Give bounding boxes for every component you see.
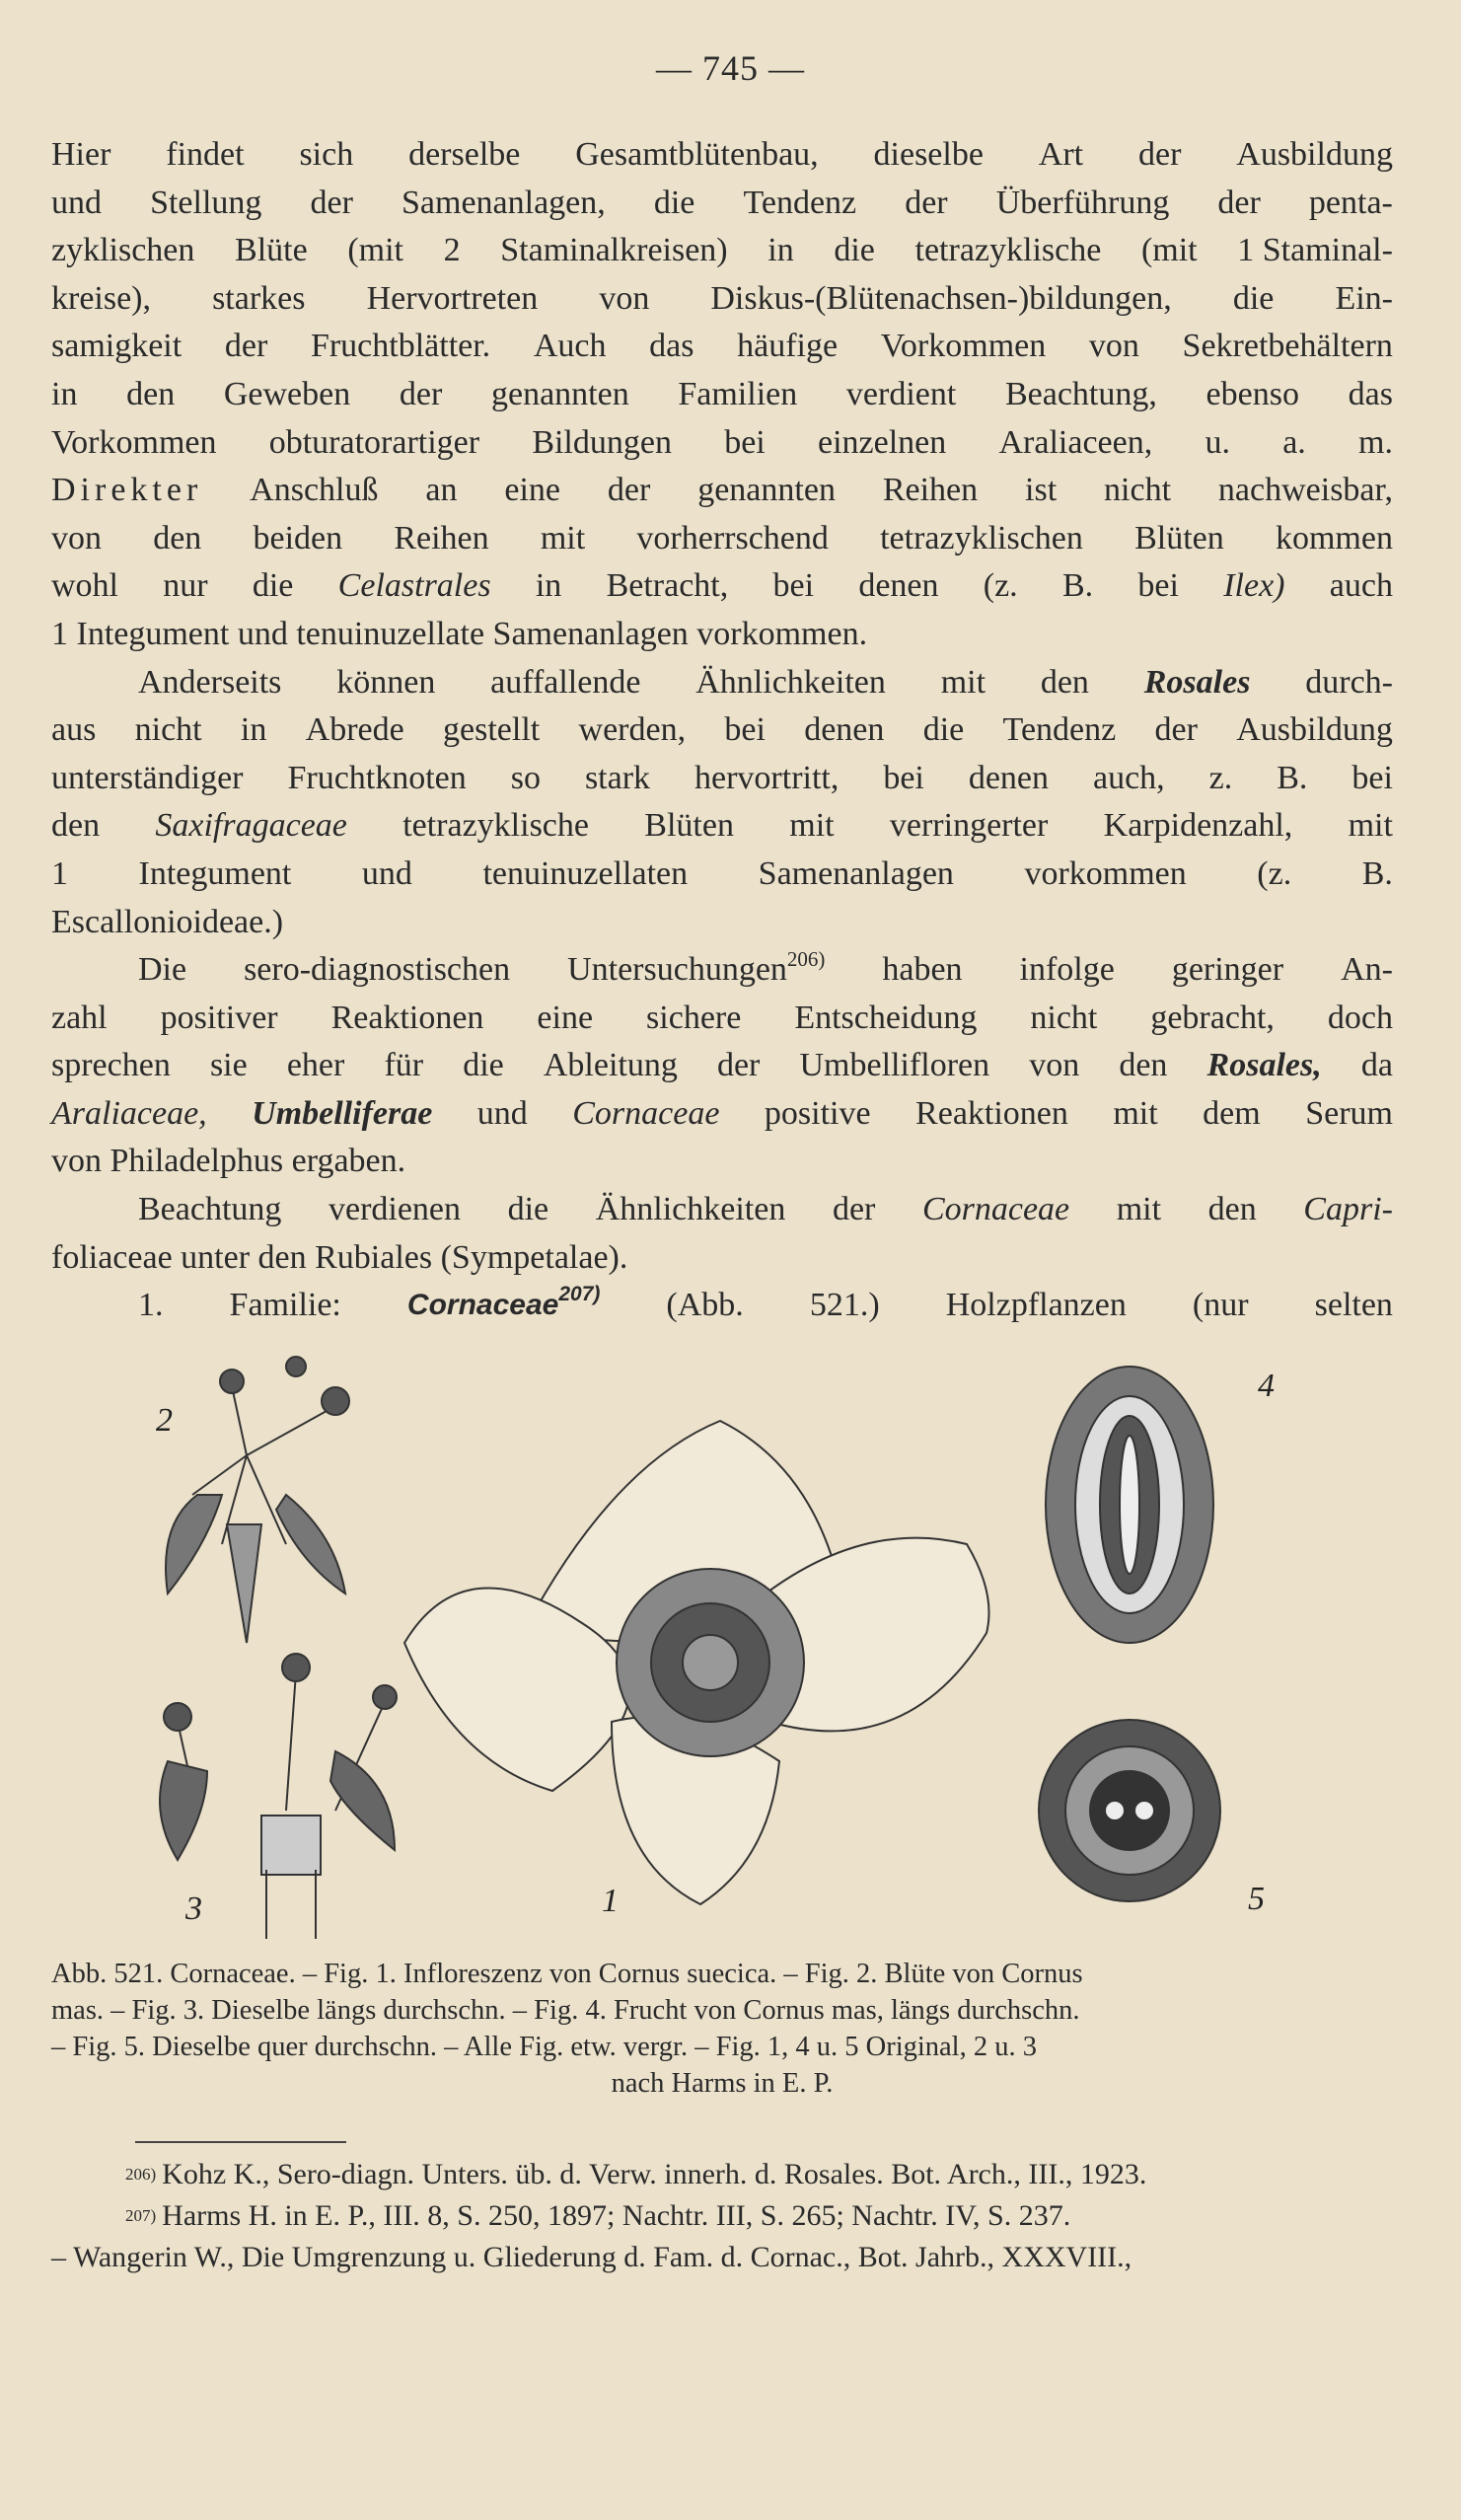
text-line (51, 562, 1393, 611)
word: penta- (1308, 184, 1393, 221)
text-line (51, 1042, 1393, 1090)
word: kommen (1275, 519, 1393, 556)
word: verdienen (328, 1191, 462, 1228)
fig5-fruit-cross-section-drawing (1039, 1720, 1220, 1901)
fig2-flower-drawing (166, 1357, 349, 1643)
word: doch (1327, 999, 1393, 1036)
word: die (1232, 279, 1275, 317)
word: Serum (1305, 1094, 1393, 1132)
word: An- (1341, 951, 1393, 989)
word: tenuinuzellaten (482, 854, 689, 892)
word: und (51, 184, 102, 221)
caption-line: – Fig. 5. Dieselbe quer durchschn. – Alle Fig. etw. vergr. – Fig. 1, 4 u. 5 Original, 2 u. 3 (51, 2032, 1037, 2062)
word: Die (138, 951, 187, 989)
word: die (834, 232, 875, 269)
caption-line: mas. – Fig. 3. Dieselbe längs durchschn. – Fig. 4. Frucht von Cornus mas, längs durchschn. (51, 1995, 1080, 2026)
word: sero-diagnostischen (244, 951, 511, 989)
word: 1 Staminal- (1237, 232, 1393, 269)
word: der (716, 1047, 761, 1084)
word: Ähnlichkeiten (695, 663, 886, 701)
word: von (1029, 1047, 1080, 1084)
word: Ilex) (1223, 567, 1285, 605)
text-line (51, 275, 1393, 324)
word: Cornaceae (921, 1191, 1070, 1228)
word: Entscheidung (794, 999, 978, 1036)
word: zahl (51, 999, 108, 1036)
word: Holzpflanzen (945, 1287, 1127, 1324)
word: da (1360, 1047, 1393, 1084)
text-line (51, 467, 1393, 515)
word: Hier (51, 136, 111, 173)
footnote-number: 207) (125, 2206, 157, 2225)
word: (Abb. (666, 1287, 744, 1324)
word: können (336, 663, 436, 701)
word: die (922, 711, 965, 749)
footnote-206 (51, 2154, 1393, 2195)
word: starkes (212, 279, 306, 317)
word: Reaktionen (330, 999, 484, 1036)
word: werden, (578, 711, 687, 749)
text-line (51, 659, 1393, 707)
word: a. (1282, 423, 1306, 461)
word: mit (1348, 807, 1393, 845)
word: den (1040, 663, 1089, 701)
text-line (51, 180, 1393, 228)
word: eher (286, 1047, 345, 1084)
word: aus (51, 711, 97, 749)
word: von (1088, 328, 1139, 365)
text-line (51, 706, 1393, 755)
word: tetrazyklischen (880, 519, 1083, 556)
word: mit (1116, 1191, 1162, 1228)
word: die (252, 567, 294, 605)
word: bei (724, 423, 766, 461)
word: Umbelliferae (252, 1094, 433, 1132)
fig-label-3: 3 (185, 1890, 202, 1927)
word: dieselbe (873, 136, 984, 173)
word: das (1348, 375, 1393, 412)
footnotes (51, 2154, 1393, 2278)
word: zyklischen (51, 232, 195, 269)
fig-label-5: 5 (1248, 1881, 1265, 1917)
word: der (1137, 136, 1182, 173)
word: Umbellifloren (799, 1047, 990, 1084)
page-number: — 745 — (656, 48, 805, 88)
word: in (535, 567, 562, 605)
word: verdient (845, 375, 957, 412)
word: Integument (138, 854, 292, 892)
word: Anderseits (138, 663, 282, 701)
word: Hervortreten (366, 279, 539, 317)
word: Sekretbehältern (1182, 328, 1393, 365)
word: für (384, 1047, 424, 1084)
word: nicht (134, 711, 202, 749)
word: Anschluß (250, 472, 379, 509)
caption-line: Abb. 521. Cornaceae. – Fig. 1. Infloreszenz von Cornus suecica. – Fig. 2. Blüte von Cornus (51, 1959, 1083, 1989)
word: Ausbildung (1236, 711, 1393, 749)
word: Geweben (223, 375, 351, 412)
text-line (51, 946, 1393, 995)
word: gestellt (443, 711, 541, 749)
word: auffallende (490, 663, 641, 701)
word: der (310, 184, 353, 221)
fig1-inflorescence-drawing (404, 1421, 989, 1904)
word: hervortritt, (694, 759, 840, 796)
word: Ähnlichkeiten (595, 1191, 786, 1228)
word: Cornaceae (572, 1094, 720, 1132)
word: nicht (1104, 472, 1172, 509)
word: sich (299, 136, 354, 173)
word: vorherrschend (636, 519, 829, 556)
word: bei (883, 759, 924, 796)
text-line (51, 899, 1393, 947)
text-line (51, 802, 1393, 851)
word: Celastrales (337, 567, 491, 605)
word: mit (540, 519, 586, 556)
word: verringerter (889, 807, 1049, 845)
word: Staminalkreisen) (500, 232, 728, 269)
word: ebenso (1205, 375, 1299, 412)
text-line (51, 515, 1393, 563)
word: den (153, 519, 202, 556)
text-line (51, 1090, 1393, 1139)
word: Samenanlagen, (402, 184, 606, 221)
word: Araliaceae, (51, 1094, 207, 1132)
word: nur (163, 567, 208, 605)
word: sie (209, 1047, 248, 1084)
word: Capri- (1303, 1191, 1393, 1228)
word: sichere (646, 999, 742, 1036)
word: (z. (1257, 854, 1292, 892)
word: mit (940, 663, 986, 701)
word: in (51, 375, 78, 412)
word: dem (1203, 1094, 1261, 1132)
word: (nur (1192, 1287, 1249, 1324)
text-line (51, 131, 1393, 180)
word: samigkeit (51, 328, 183, 365)
fig-label-2: 2 (156, 1402, 173, 1439)
word: geringer (1171, 951, 1284, 989)
word: denen (858, 567, 939, 605)
word: (mit (1140, 232, 1198, 269)
word: gebracht, (1150, 999, 1275, 1036)
word: das (649, 328, 694, 365)
word: m. (1358, 423, 1393, 461)
word: in (240, 711, 267, 749)
word: den (51, 807, 101, 845)
word: die (653, 184, 695, 221)
word: findet (166, 136, 245, 173)
word: häufige (737, 328, 839, 365)
word: Stellung (150, 184, 262, 221)
word: Betracht, (606, 567, 729, 605)
word: 1 (51, 854, 68, 892)
word: der (607, 472, 651, 509)
text-line (51, 995, 1393, 1043)
word: Direkter (51, 472, 203, 509)
word: u. (1205, 423, 1230, 461)
word: den (1119, 1047, 1168, 1084)
text-line (51, 1282, 1393, 1330)
word: Diskus-(Blütenachsen-)bildungen, (710, 279, 1172, 317)
word: 1. (138, 1287, 164, 1324)
text-line (51, 323, 1393, 371)
word: Reihen (394, 519, 489, 556)
text-line (51, 851, 1393, 899)
word: sprechen (51, 1047, 171, 1084)
text-line (51, 227, 1393, 275)
word: auch, (1093, 759, 1165, 796)
word: Beachtung, (1004, 375, 1157, 412)
footnote-text: Harms H. in E. P., III. 8, S. 250, 1897; Nachtr. III, S. 265; Nachtr. IV, S. 237. (162, 2199, 1071, 2232)
word: denen (968, 759, 1050, 796)
word: Reihen (882, 472, 979, 509)
word: die (463, 1047, 504, 1084)
word: Rosales, (1206, 1047, 1322, 1084)
word: Reaktionen (915, 1094, 1068, 1132)
word: der (1154, 711, 1198, 749)
word: den (1207, 1191, 1257, 1228)
fig4-fruit-section-drawing (1046, 1367, 1213, 1643)
text-segment: 1 Integument und tenuinuzellate Samenanlagen vorkommen. (51, 615, 868, 652)
word: genannten (490, 375, 629, 412)
figure-521 (138, 1347, 1411, 1939)
fig-label-1: 1 (602, 1883, 619, 1919)
footnote-rule (135, 2141, 346, 2143)
word: den (126, 375, 176, 412)
word: Samenanlagen (758, 854, 954, 892)
word: denen (804, 711, 885, 749)
word: selten (1314, 1287, 1393, 1324)
word: Fruchtblätter. (310, 328, 491, 365)
word: positive (764, 1094, 871, 1132)
word: Gesamtblütenbau, (575, 136, 819, 173)
word: Untersuchungen$^{206)}$ (567, 947, 826, 989)
word: stark (584, 759, 651, 796)
caption-line: nach Harms in E. P. (611, 2068, 834, 2099)
word: Vorkommen (880, 328, 1047, 365)
word: Familien (678, 375, 798, 412)
word: Saxifragaceae (155, 807, 347, 845)
word: B. (1061, 567, 1094, 605)
fig-label-4: 4 (1258, 1368, 1275, 1404)
word: von (51, 519, 102, 556)
word: Überführung (995, 184, 1170, 221)
footnote-ref-207: 207) (558, 1283, 601, 1306)
footnote-number: 206) (125, 2165, 157, 2184)
word: einzelnen (818, 423, 947, 461)
footnote-207 (51, 2195, 1393, 2237)
word: Cornaceae$^{207)}$ (406, 1283, 601, 1322)
word: tetrazyklische (914, 232, 1102, 269)
word: der (224, 328, 268, 365)
word: Araliaceen, (998, 423, 1153, 461)
word: positiver (160, 999, 278, 1036)
text-segment: von Philadelphus ergaben. (51, 1143, 406, 1180)
footnote-ref-206: 206) (786, 947, 826, 972)
word: Ausbildung (1236, 136, 1393, 173)
word: Art (1038, 136, 1084, 173)
word: Ableitung (543, 1047, 678, 1084)
word: Vorkommen (51, 423, 217, 461)
word: bei (724, 711, 766, 749)
word: der (832, 1191, 876, 1228)
word: Blüten (1134, 519, 1224, 556)
word: von (599, 279, 650, 317)
word: Blüten (644, 807, 734, 845)
word: nicht (1030, 999, 1098, 1036)
word: 2 (443, 232, 461, 269)
word: 521.) (809, 1287, 880, 1324)
word: auch (1329, 567, 1393, 605)
word: derselbe (408, 136, 521, 173)
word: Rosales (1143, 663, 1251, 701)
word: durch- (1305, 663, 1393, 701)
word: B. (1361, 854, 1393, 892)
word: die (507, 1191, 549, 1228)
word: eine (504, 472, 561, 509)
word: der (1217, 184, 1261, 221)
text-line (51, 419, 1393, 468)
text-line (51, 755, 1393, 803)
word: Tendenz (743, 184, 857, 221)
footnote-text: Kohz K., Sero-diagn. Unters. üb. d. Verw. innerh. d. Rosales. Bot. Arch., III., 1923. (162, 2158, 1147, 2190)
text-segment: foliaceae unter den Rubiales (Sympetalae). (51, 1238, 628, 1276)
botanical-illustration (138, 1347, 1411, 1939)
body-text (51, 131, 1393, 1330)
word: Bildungen (532, 423, 672, 461)
text-line (51, 1138, 1393, 1186)
word: beiden (253, 519, 343, 556)
word: so (510, 759, 541, 796)
word: haben (882, 951, 963, 989)
word: Blüte (235, 232, 308, 269)
word: eine (537, 999, 594, 1036)
word: und (361, 854, 412, 892)
word: vorkommen (1024, 854, 1187, 892)
word: genannten (697, 472, 836, 509)
word: ist (1025, 472, 1058, 509)
word: Familie: (229, 1287, 341, 1324)
word: Beachtung (138, 1191, 282, 1228)
word: z. (1208, 759, 1233, 796)
word: (mit (347, 232, 403, 269)
word: (z. (983, 567, 1018, 605)
word: der (399, 375, 443, 412)
figure-caption (51, 1956, 1393, 2102)
word: unterständiger (51, 759, 244, 796)
word: der (905, 184, 948, 221)
word: wohl (51, 567, 118, 605)
word: bei (1137, 567, 1179, 605)
word: tetrazyklische (402, 807, 589, 845)
word: kreise), (51, 279, 152, 317)
word: Tendenz (1002, 711, 1117, 749)
footnote-text: – Wangerin W., Die Umgrenzung u. Gliederung d. Fam. d. Cornac., Bot. Jahrb., XXXVIII., (51, 2241, 1132, 2273)
word: mit (789, 807, 835, 845)
footnote-207-continued (51, 2237, 1393, 2278)
text-line (51, 611, 1393, 659)
text-segment: Escallonioideae.) (51, 903, 284, 940)
word: Auch (533, 328, 607, 365)
text-line (51, 1186, 1393, 1234)
word: bei (772, 567, 815, 605)
word: bei (1351, 759, 1393, 796)
word: infolge (1019, 951, 1115, 989)
word: obturatorartiger (268, 423, 480, 461)
word: Karpidenzahl, (1103, 807, 1293, 845)
word: Fruchtknoten (287, 759, 467, 796)
text-line (51, 1234, 1393, 1283)
word: mit (1113, 1094, 1158, 1132)
word: Abrede (305, 711, 404, 749)
word: B. (1277, 759, 1308, 796)
word: an (425, 472, 458, 509)
word: Ein- (1335, 279, 1393, 317)
text-line (51, 371, 1393, 419)
word: nachweisbar, (1217, 472, 1393, 509)
word: und (476, 1094, 528, 1132)
word: in (767, 232, 794, 269)
